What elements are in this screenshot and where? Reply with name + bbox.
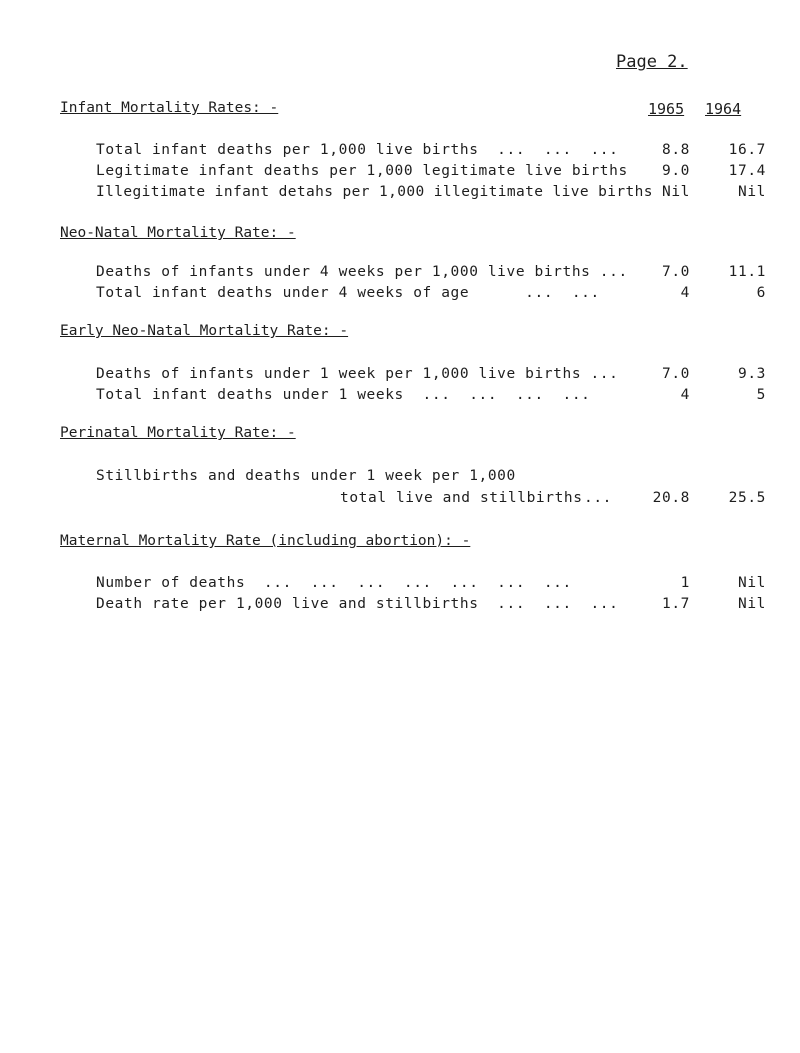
early-neonatal-row-1965: 4 bbox=[680, 387, 690, 403]
perinatal-heading: Perinatal Mortality Rate: - bbox=[60, 425, 296, 441]
perinatal-leader-dots: ... bbox=[584, 490, 612, 506]
infant-row-label: Total infant deaths per 1,000 live births ... ... ... bbox=[96, 142, 619, 158]
perinatal-1964: 25.5 bbox=[728, 490, 766, 506]
page-number: Page 2. bbox=[616, 52, 688, 72]
perinatal-line-1: Stillbirths and deaths under 1 week per 1,000 bbox=[96, 468, 516, 484]
early-neonatal-row-1965: 7.0 bbox=[662, 366, 690, 382]
infant-row-1964: 17.4 bbox=[728, 163, 766, 179]
maternal-heading: Maternal Mortality Rate (including abortion): - bbox=[60, 533, 471, 549]
neonatal-row-label: Total infant deaths under 4 weeks of age ... ... bbox=[96, 285, 600, 301]
infant-row-1965: Nil bbox=[662, 184, 690, 200]
year-1965-header: 1965 bbox=[648, 100, 685, 118]
early-neonatal-row-label: Deaths of infants under 1 week per 1,000 live births ... bbox=[96, 366, 619, 382]
early-neonatal-row-label: Total infant deaths under 1 weeks ... ... ... ... bbox=[96, 387, 591, 403]
infant-mortality-heading: Infant Mortality Rates: - bbox=[60, 100, 279, 116]
maternal-row-label: Death rate per 1,000 live and stillbirths ... ... ... bbox=[96, 596, 619, 612]
infant-row-1965: 8.8 bbox=[662, 142, 690, 158]
infant-row-1964: Nil bbox=[738, 184, 766, 200]
neonatal-row-1964: 6 bbox=[756, 285, 766, 301]
maternal-row-1965: 1 bbox=[680, 575, 690, 591]
perinatal-1965: 20.8 bbox=[652, 490, 690, 506]
maternal-row-1964: Nil bbox=[738, 575, 766, 591]
perinatal-line-2: total live and stillbirths bbox=[340, 490, 583, 506]
neonatal-row-1964: 11.1 bbox=[728, 264, 766, 280]
neonatal-row-label: Deaths of infants under 4 weeks per 1,000 live births ... bbox=[96, 264, 628, 280]
early-neonatal-row-1964: 9.3 bbox=[738, 366, 766, 382]
neonatal-heading: Neo-Natal Mortality Rate: - bbox=[60, 225, 296, 241]
maternal-row-1965: 1.7 bbox=[662, 596, 690, 612]
infant-row-1964: 16.7 bbox=[728, 142, 766, 158]
early-neonatal-row-1964: 5 bbox=[756, 387, 766, 403]
maternal-row-1964: Nil bbox=[738, 596, 766, 612]
infant-row-1965: 9.0 bbox=[662, 163, 690, 179]
neonatal-row-1965: 7.0 bbox=[662, 264, 690, 280]
early-neonatal-heading: Early Neo-Natal Mortality Rate: - bbox=[60, 323, 349, 339]
neonatal-row-1965: 4 bbox=[680, 285, 690, 301]
infant-row-label: Legitimate infant deaths per 1,000 legitimate live births bbox=[96, 163, 628, 179]
maternal-row-label: Number of deaths ... ... ... ... ... ... ... bbox=[96, 575, 572, 591]
year-1964-header: 1964 bbox=[705, 100, 742, 118]
infant-row-label: Illegitimate infant detahs per 1,000 illegitimate live births bbox=[96, 184, 653, 200]
